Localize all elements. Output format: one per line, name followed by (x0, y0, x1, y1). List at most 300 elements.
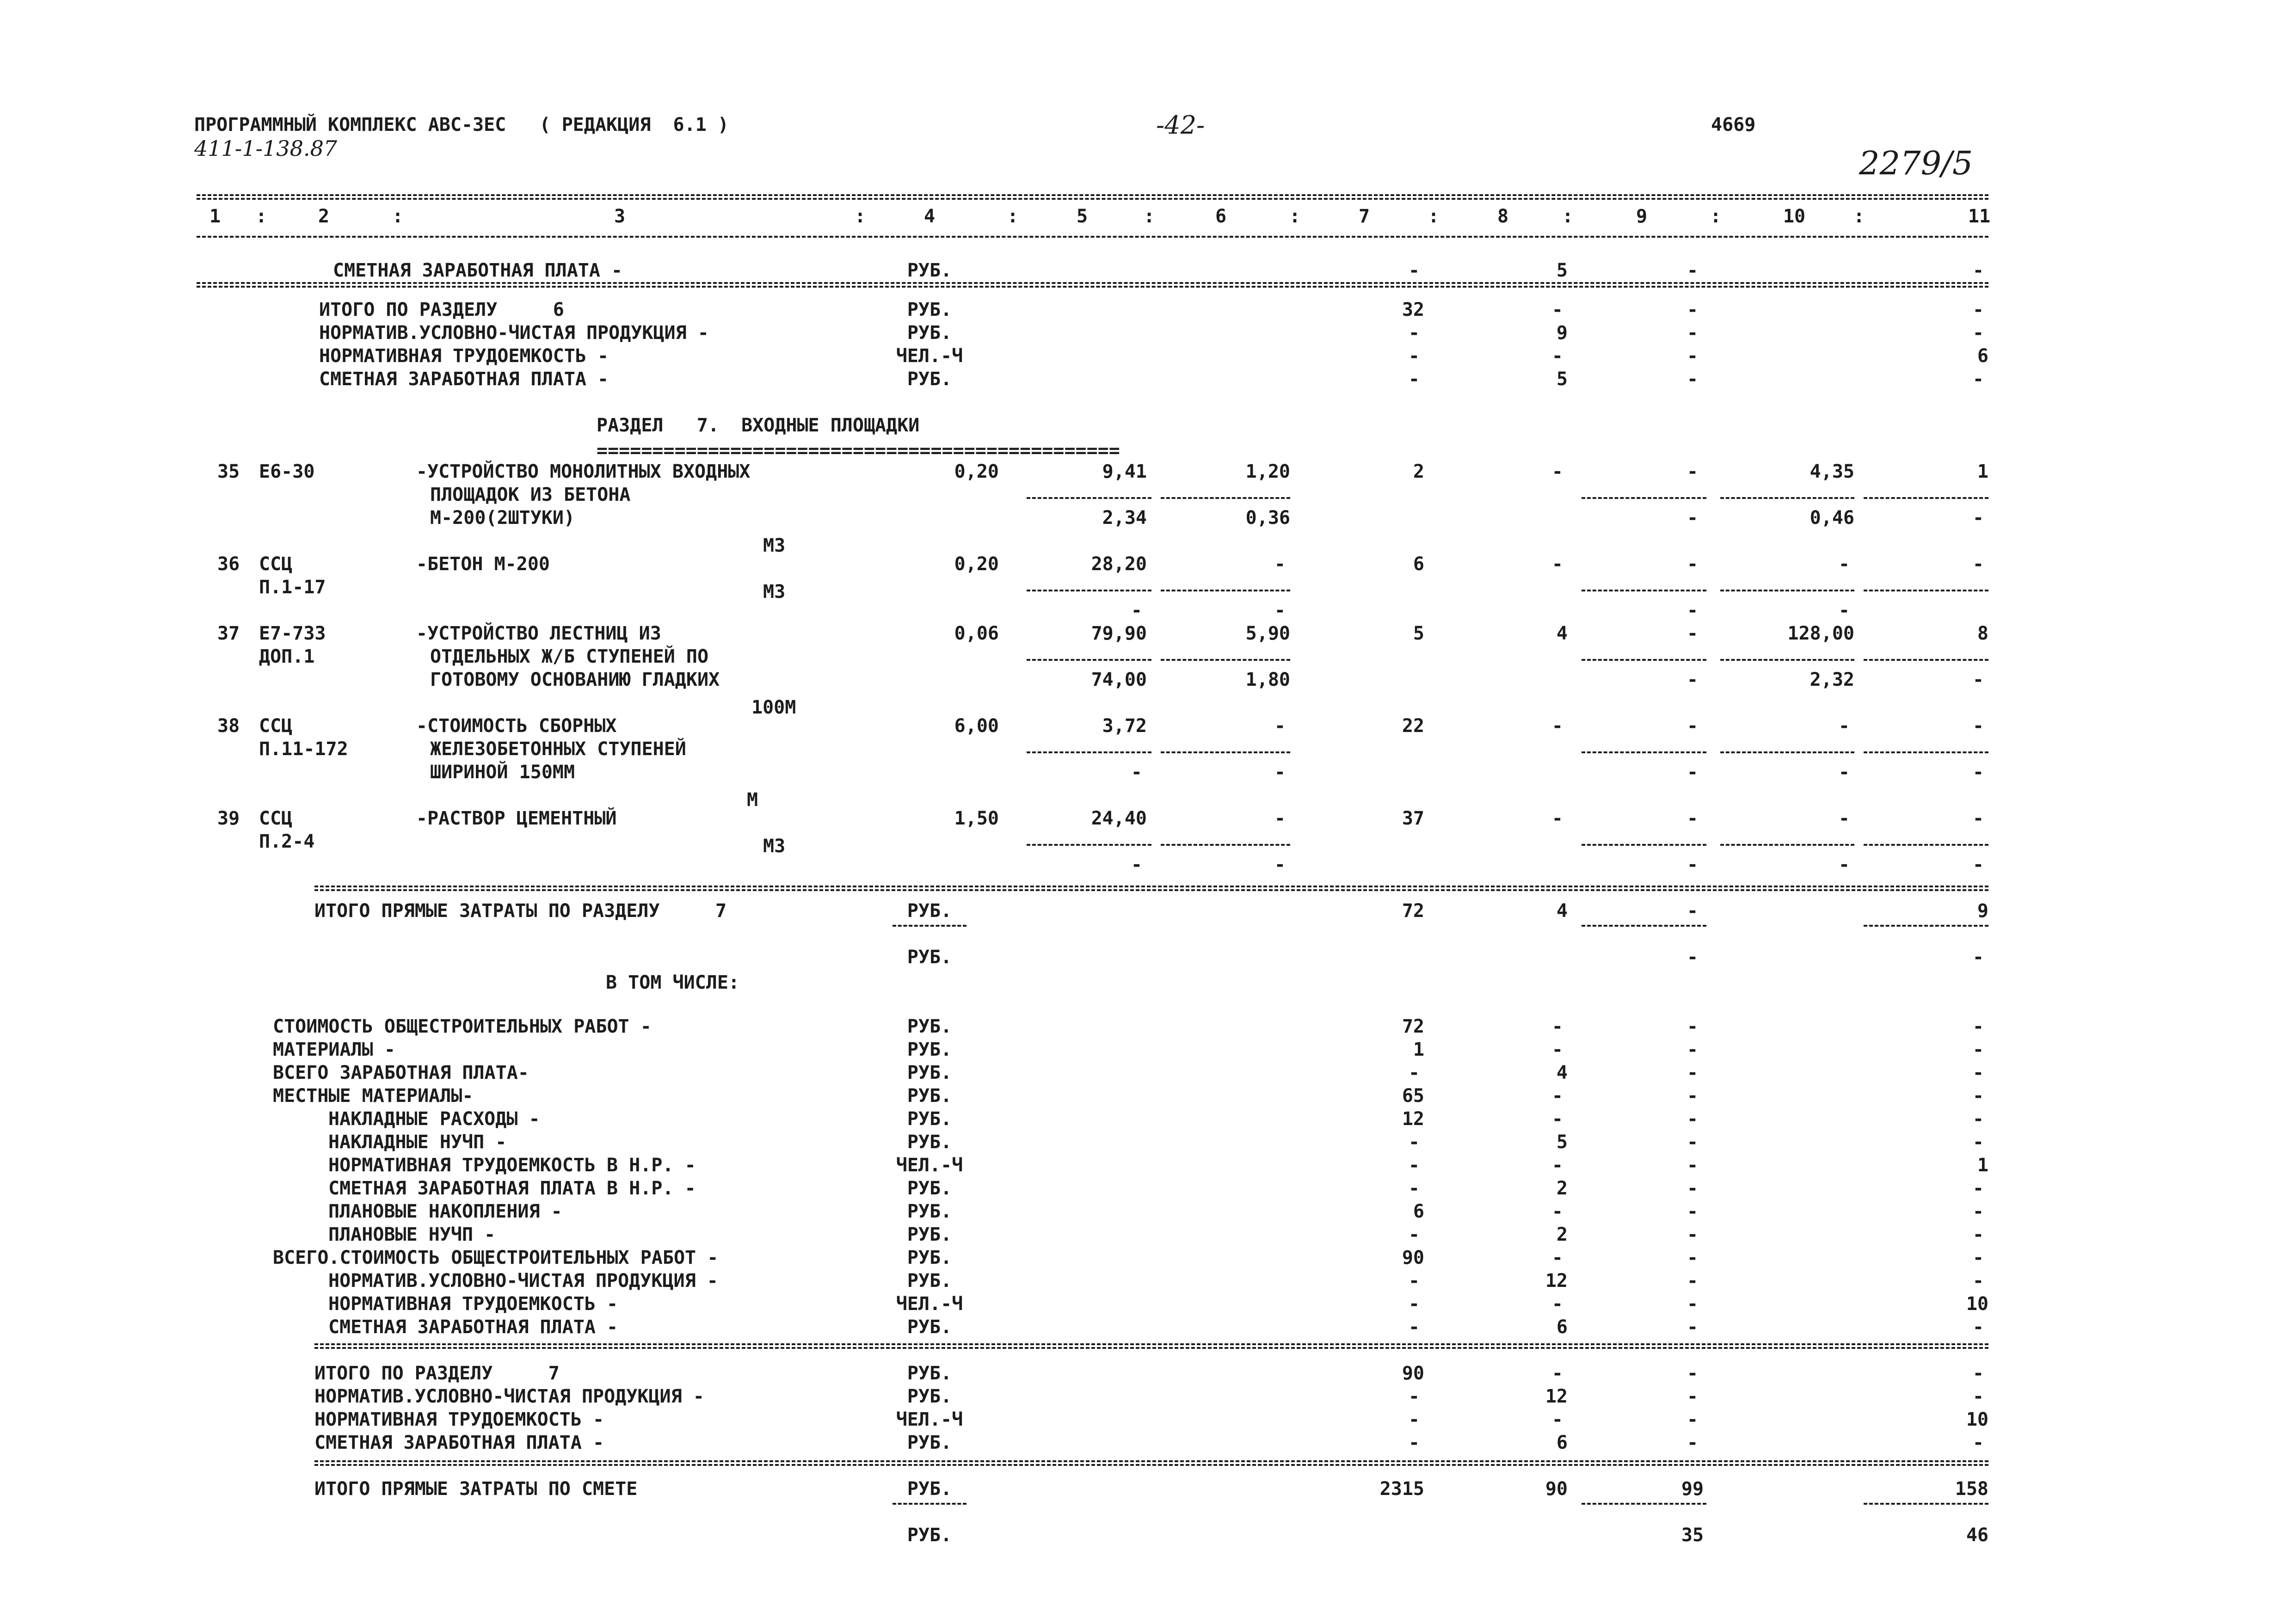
value-c11: - (1972, 669, 1984, 690)
value-c11: - (1972, 1178, 1984, 1199)
value-c6: - (1274, 600, 1286, 621)
value-c11: - (1972, 1108, 1984, 1130)
column-separator: : (392, 206, 404, 227)
unit: РУБ. (907, 1132, 952, 1153)
rule-line (197, 236, 1988, 238)
column-separator: : (854, 206, 866, 227)
value-c6: 1,20 (1245, 461, 1290, 482)
rule-line (314, 886, 1988, 887)
rule-line (1582, 659, 1706, 661)
rule-line (1027, 497, 1151, 499)
value-c4: 0,06 (954, 623, 999, 644)
row-description: ПЛАНОВЫЕ НАКОПЛЕНИЯ - (328, 1201, 562, 1222)
norm-code: ССЦ (259, 554, 293, 575)
rule-line (1864, 751, 1988, 753)
rule-line (1027, 590, 1151, 591)
value-c11: - (1972, 1085, 1984, 1107)
value-c11: - (1972, 1016, 1984, 1037)
value-c7: - (1408, 322, 1420, 344)
value-c7: 72 (1402, 1016, 1424, 1037)
value-c11: - (1972, 1132, 1984, 1153)
value-c4: 1,50 (954, 808, 999, 829)
value-c8: - (1551, 345, 1563, 367)
value-c10: - (1838, 554, 1850, 575)
value-c5: 3,72 (1102, 715, 1147, 737)
page-number: -42- (1156, 111, 1205, 140)
value-c9: - (1687, 1062, 1699, 1083)
row-description: СМЕТНАЯ ЗАРАБОТНАЯ ПЛАТА В Н.Р. - (328, 1178, 696, 1199)
value-c6: 0,36 (1245, 507, 1290, 529)
value-c11: - (1972, 507, 1984, 529)
rule-line (1161, 751, 1290, 753)
value-c8: - (1551, 461, 1563, 482)
value-c7: 90 (1402, 1363, 1424, 1384)
value-c8: - (1551, 1039, 1563, 1060)
row-description: ЖЕЛЕЗОБЕТОННЫХ СТУПЕНЕЙ (430, 738, 686, 760)
value-c9: - (1687, 1132, 1699, 1153)
column-header: 10 (1783, 206, 1806, 227)
unit: РУБ. (907, 1108, 952, 1130)
value-c7: 1 (1413, 1039, 1424, 1060)
rule-line (1864, 1503, 1988, 1505)
item-number: 39 (217, 808, 240, 829)
value-c11: 46 (1966, 1525, 1988, 1546)
unit: РУБ. (907, 1525, 952, 1546)
value-c9: - (1687, 1039, 1699, 1060)
value-c11: 1 (1977, 1155, 1988, 1176)
value-c11: - (1972, 1363, 1984, 1384)
value-c11: - (1972, 260, 1984, 281)
row-description: НОРМАТИВНАЯ ТРУДОЕМКОСТЬ В Н.Р. - (328, 1155, 696, 1176)
value-c11: - (1972, 299, 1984, 320)
rule-line (1582, 925, 1706, 927)
row-description: ОТДЕЛЬНЫХ Ж/Б СТУПЕНЕЙ ПО (430, 646, 709, 667)
unit: ЧЕЛ.-Ч (896, 1409, 963, 1430)
unit: РУБ. (907, 1432, 952, 1453)
column-separator: : (1853, 206, 1865, 227)
value-c8: 12 (1545, 1386, 1568, 1407)
value-c9: - (1687, 1363, 1699, 1384)
value-c11: - (1972, 1316, 1984, 1338)
value-c9: 35 (1681, 1525, 1704, 1546)
value-c7: 2 (1413, 461, 1424, 482)
value-c7: - (1408, 1409, 1420, 1430)
value-c7: - (1408, 1132, 1420, 1153)
project-code: 411-1-138.87 (194, 136, 338, 161)
rule-line (893, 925, 966, 927)
row-description: М-200(2ШТУКИ) (430, 507, 575, 529)
value-c11: - (1972, 1039, 1984, 1060)
value-c9: - (1687, 1432, 1699, 1453)
rule-line (1864, 590, 1988, 591)
value-c9: - (1687, 1085, 1699, 1107)
rule-line (893, 1503, 966, 1505)
row-description: =============================================== (597, 440, 1120, 461)
value-c7: 12 (1402, 1108, 1424, 1130)
row-description: СТОИМОСТЬ ОБЩЕСТРОИТЕЛЬНЫХ РАБОТ - (273, 1016, 652, 1037)
value-c8: 2 (1556, 1178, 1568, 1199)
value-c11: 8 (1977, 623, 1988, 644)
value-c8: - (1551, 554, 1563, 575)
item-number: 35 (217, 461, 240, 482)
item-number: 36 (217, 554, 240, 575)
rule-line (197, 198, 1988, 200)
row-description: -УСТРОЙСТВО ЛЕСТНИЦ ИЗ (416, 623, 661, 644)
row-description: СМЕТНАЯ ЗАРАБОТНАЯ ПЛАТА - (328, 1316, 618, 1338)
rule-line (1161, 590, 1290, 591)
row-description: НОРМАТИВНАЯ ТРУДОЕМКОСТЬ - (319, 345, 609, 367)
norm-code: ССЦ (259, 715, 293, 737)
rule-line (1027, 751, 1151, 753)
value-c5: 74,00 (1091, 669, 1147, 690)
value-c4: 0,20 (954, 461, 999, 482)
norm-code: П.11-172 (259, 738, 348, 760)
unit: РУБ. (907, 1178, 952, 1199)
value-c8: - (1551, 715, 1563, 737)
unit: РУБ. (907, 1478, 952, 1500)
column-header: 1 (209, 206, 221, 227)
row-description: -СТОИМОСТЬ СБОРНЫХ (416, 715, 617, 737)
value-c9: 99 (1681, 1478, 1704, 1500)
value-c8: - (1551, 1201, 1563, 1222)
value-c7: - (1408, 369, 1420, 390)
row-description: НОРМАТИВНАЯ ТРУДОЕМКОСТЬ - (328, 1293, 618, 1315)
value-c7: - (1408, 1178, 1420, 1199)
value-c9: - (1687, 1201, 1699, 1222)
document-code: 4669 (1711, 114, 1756, 135)
value-c9: - (1687, 762, 1699, 783)
rule-line (1720, 659, 1854, 661)
row-description: ВСЕГО ЗАРАБОТНАЯ ПЛАТА- (273, 1062, 529, 1083)
value-c9: - (1687, 1409, 1699, 1430)
value-c5: 79,90 (1091, 623, 1147, 644)
value-c9: - (1687, 1155, 1699, 1176)
value-c8: 2 (1556, 1224, 1568, 1245)
value-c8: - (1551, 1409, 1563, 1430)
unit: ЧЕЛ.-Ч (896, 345, 963, 367)
value-c11: 10 (1966, 1409, 1988, 1430)
column-header: 5 (1076, 206, 1088, 227)
value-c11: - (1972, 1062, 1984, 1083)
rule-line (314, 1343, 1988, 1345)
rule-line (1720, 497, 1854, 499)
row-description: МАТЕРИАЛЫ - (273, 1039, 395, 1060)
value-c8: - (1551, 1293, 1563, 1315)
norm-code: Е7-733 (259, 623, 326, 644)
value-c9: - (1687, 1016, 1699, 1037)
value-c9: - (1687, 322, 1699, 344)
rule-line (1864, 844, 1988, 846)
value-c5: - (1131, 762, 1142, 783)
column-separator: : (1428, 206, 1440, 227)
row-description: -РАСТВОР ЦЕМЕНТНЫЙ (416, 808, 617, 829)
value-c9: - (1687, 669, 1699, 690)
value-c7: 32 (1402, 299, 1424, 320)
column-separator: : (1289, 206, 1301, 227)
value-c9: - (1687, 947, 1699, 968)
rule-line (1161, 497, 1290, 499)
value-c7: - (1408, 1386, 1420, 1407)
rule-line (1720, 590, 1854, 591)
value-c11: - (1972, 369, 1984, 390)
row-description: РАЗДЕЛ 7. ВХОДНЫЕ ПЛОЩАДКИ (597, 415, 920, 436)
value-c7: 72 (1402, 900, 1424, 922)
value-c11: - (1972, 1224, 1984, 1245)
value-c7: 5 (1413, 623, 1424, 644)
value-c7: - (1408, 1432, 1420, 1453)
value-c9: - (1687, 854, 1699, 875)
unit: РУБ. (907, 1316, 952, 1338)
value-c7: 2315 (1379, 1478, 1424, 1500)
value-c7: 37 (1402, 808, 1424, 829)
rule-line (1027, 659, 1151, 661)
unit: М3 (763, 836, 786, 857)
value-c8: 12 (1545, 1270, 1568, 1292)
value-c11: - (1972, 322, 1984, 344)
row-description: СМЕТНАЯ ЗАРАБОТНАЯ ПЛАТА - (333, 260, 623, 281)
value-c8: 4 (1556, 900, 1568, 922)
value-c10: - (1838, 762, 1850, 783)
norm-code: ДОП.1 (259, 646, 315, 667)
value-c9: - (1687, 1108, 1699, 1130)
value-c8: 6 (1556, 1316, 1568, 1338)
unit: РУБ. (907, 369, 952, 390)
program-title: ПРОГРАММНЫЙ КОМПЛЕКС АВС-3ЕС ( РЕДАКЦИЯ 6.1 ) (194, 114, 729, 135)
rule-line (1720, 844, 1854, 846)
row-description: НОРМАТИВНАЯ ТРУДОЕМКОСТЬ - (314, 1409, 604, 1430)
value-c8: 5 (1556, 369, 1568, 390)
value-c11: 9 (1977, 900, 1988, 922)
value-c7: - (1408, 345, 1420, 367)
value-c6: - (1274, 554, 1286, 575)
value-c8: - (1551, 808, 1563, 829)
row-description: ПЛОЩАДОК ИЗ БЕТОНА (430, 484, 631, 505)
value-c8: - (1551, 1085, 1563, 1107)
row-description: НОРМАТИВ.УСЛОВНО-ЧИСТАЯ ПРОДУКЦИЯ - (328, 1270, 718, 1292)
value-c11: - (1972, 1247, 1984, 1268)
row-description: ПЛАНОВЫЕ НУЧП - (328, 1224, 496, 1245)
value-c11: - (1972, 1201, 1984, 1222)
value-c5: - (1131, 854, 1142, 875)
value-c11: - (1972, 947, 1984, 968)
rule-line (1582, 497, 1706, 499)
value-c6: - (1274, 854, 1286, 875)
value-c10: - (1838, 715, 1850, 737)
value-c8: 4 (1556, 1062, 1568, 1083)
rule-line (1582, 590, 1706, 591)
value-c10: - (1838, 600, 1850, 621)
unit: РУБ. (907, 299, 952, 320)
rule-line (1720, 751, 1854, 753)
row-description: ИТОГО ПРЯМЫЕ ЗАТРАТЫ ПО РАЗДЕЛУ 7 (314, 900, 727, 922)
rule-line (197, 286, 1988, 288)
rule-line (1864, 497, 1988, 499)
unit: РУБ. (907, 900, 952, 922)
value-c5: - (1131, 600, 1142, 621)
unit: РУБ. (907, 260, 952, 281)
value-c6: 5,90 (1245, 623, 1290, 644)
value-c9: - (1687, 1386, 1699, 1407)
value-c6: 1,80 (1245, 669, 1290, 690)
value-c9: - (1687, 507, 1699, 529)
value-c8: 90 (1545, 1478, 1568, 1500)
unit: РУБ. (907, 1085, 952, 1107)
column-header: 2 (318, 206, 330, 227)
value-c7: 6 (1413, 1201, 1424, 1222)
value-c7: - (1408, 260, 1420, 281)
rule-line (314, 1460, 1988, 1462)
value-c6: - (1274, 808, 1286, 829)
rule-line (1161, 659, 1290, 661)
value-c7: - (1408, 1062, 1420, 1083)
unit: М3 (763, 581, 786, 603)
value-c9: - (1687, 1316, 1699, 1338)
norm-code: П.1-17 (259, 577, 326, 598)
unit: РУБ. (907, 322, 952, 344)
value-c11: 10 (1966, 1293, 1988, 1315)
row-description: НОРМАТИВ.УСЛОВНО-ЧИСТАЯ ПРОДУКЦИЯ - (319, 322, 709, 344)
column-separator: : (1562, 206, 1574, 227)
value-c8: - (1551, 1016, 1563, 1037)
unit: РУБ. (907, 1363, 952, 1384)
value-c7: - (1408, 1224, 1420, 1245)
value-c8: 4 (1556, 623, 1568, 644)
column-separator: : (1710, 206, 1722, 227)
rule-line (197, 194, 1988, 196)
rule-line (1161, 844, 1290, 846)
row-description: СМЕТНАЯ ЗАРАБОТНАЯ ПЛАТА - (314, 1432, 604, 1453)
column-header: 8 (1497, 206, 1509, 227)
row-description: МЕСТНЫЕ МАТЕРИАЛЫ- (273, 1085, 474, 1107)
value-c10: 2,32 (1810, 669, 1854, 690)
value-c9: - (1687, 900, 1699, 922)
item-number: 37 (217, 623, 240, 644)
value-c8: 5 (1556, 260, 1568, 281)
row-description: -БЕТОН М-200 (416, 554, 550, 575)
row-description: ИТОГО ПРЯМЫЕ ЗАТРАТЫ ПО СМЕТЕ (314, 1478, 638, 1500)
unit: РУБ. (907, 1247, 952, 1268)
value-c8: - (1551, 1247, 1563, 1268)
column-header: 11 (1968, 206, 1991, 227)
item-number: 38 (217, 715, 240, 737)
value-c11: - (1972, 715, 1984, 737)
value-c11: - (1972, 808, 1984, 829)
value-c9: - (1687, 600, 1699, 621)
norm-code: Е6-30 (259, 461, 315, 482)
norm-code: ССЦ (259, 808, 293, 829)
value-c5: 9,41 (1102, 461, 1147, 482)
column-header: 9 (1636, 206, 1648, 227)
value-c9: - (1687, 461, 1699, 482)
value-c8: - (1551, 1108, 1563, 1130)
row-description: ИТОГО ПО РАЗДЕЛУ 7 (314, 1363, 560, 1384)
row-description: НАКЛАДНЫЕ НУЧП - (328, 1132, 507, 1153)
rule-line (314, 889, 1988, 891)
norm-code: П.2-4 (259, 831, 315, 852)
row-description: ШИРИНОЙ 150ММ (430, 762, 575, 783)
row-description: НОРМАТИВ.УСЛОВНО-ЧИСТАЯ ПРОДУКЦИЯ - (314, 1386, 704, 1407)
value-c9: - (1687, 623, 1699, 644)
row-description: В ТОМ ЧИСЛЕ: (606, 972, 739, 993)
value-c9: - (1687, 369, 1699, 390)
row-description: ГОТОВОМУ ОСНОВАНИЮ ГЛАДКИХ (430, 669, 720, 690)
value-c11: - (1972, 1270, 1984, 1292)
value-c9: - (1687, 1270, 1699, 1292)
value-c11: 1 (1977, 461, 1988, 482)
unit: РУБ. (907, 1224, 952, 1245)
column-separator: : (1143, 206, 1155, 227)
column-header: 4 (923, 206, 936, 227)
rule-line (314, 1347, 1988, 1349)
rule-line (1582, 1503, 1706, 1505)
rule-line (314, 1464, 1988, 1466)
row-description: ВСЕГО.СТОИМОСТЬ ОБЩЕСТРОИТЕЛЬНЫХ РАБОТ - (273, 1247, 719, 1268)
value-c4: 6,00 (954, 715, 999, 737)
value-c9: - (1687, 260, 1699, 281)
rule-line (1027, 844, 1151, 846)
value-c9: - (1687, 299, 1699, 320)
value-c7: - (1408, 1293, 1420, 1315)
value-c11: - (1972, 762, 1984, 783)
sheet-number: 2279/5 (1859, 144, 1973, 182)
value-c6: - (1274, 715, 1286, 737)
rule-line (197, 282, 1988, 284)
value-c7: - (1408, 1155, 1420, 1176)
row-description: НАКЛАДНЫЕ РАСХОДЫ - (328, 1108, 540, 1130)
unit: РУБ. (907, 1062, 952, 1083)
value-c7: 65 (1402, 1085, 1424, 1107)
unit: М (747, 789, 758, 811)
value-c8: 6 (1556, 1432, 1568, 1453)
rule-line (1582, 751, 1706, 753)
value-c10: 4,35 (1810, 461, 1854, 482)
value-c9: - (1687, 715, 1699, 737)
rule-line (1864, 925, 1988, 927)
value-c11: - (1972, 554, 1984, 575)
column-separator: : (1007, 206, 1019, 227)
value-c7: 90 (1402, 1247, 1424, 1268)
unit: ЧЕЛ.-Ч (896, 1293, 963, 1315)
value-c10: - (1838, 854, 1850, 875)
row-description: СМЕТНАЯ ЗАРАБОТНАЯ ПЛАТА - (319, 369, 609, 390)
column-header: 3 (614, 206, 626, 227)
column-header: 7 (1358, 206, 1370, 227)
value-c5: 2,34 (1102, 507, 1147, 529)
value-c11: - (1972, 1432, 1984, 1453)
value-c7: - (1408, 1316, 1420, 1338)
value-c9: - (1687, 554, 1699, 575)
value-c10: 128,00 (1787, 623, 1854, 644)
unit: РУБ. (907, 1016, 952, 1037)
rule-line (1864, 659, 1988, 661)
rule-line (1582, 844, 1706, 846)
unit: 100М (751, 697, 796, 718)
value-c8: 9 (1556, 322, 1568, 344)
unit: РУБ. (907, 947, 952, 968)
value-c11: - (1972, 1386, 1984, 1407)
unit: М3 (763, 535, 786, 556)
value-c5: 28,20 (1091, 554, 1147, 575)
row-description: -УСТРОЙСТВО МОНОЛИТНЫХ ВХОДНЫХ (416, 461, 751, 482)
value-c9: - (1687, 808, 1699, 829)
value-c6: - (1274, 762, 1286, 783)
value-c9: - (1687, 1293, 1699, 1315)
unit: РУБ. (907, 1039, 952, 1060)
value-c7: - (1408, 1270, 1420, 1292)
column-header: 6 (1215, 206, 1227, 227)
value-c7: 6 (1413, 554, 1424, 575)
value-c5: 24,40 (1091, 808, 1147, 829)
